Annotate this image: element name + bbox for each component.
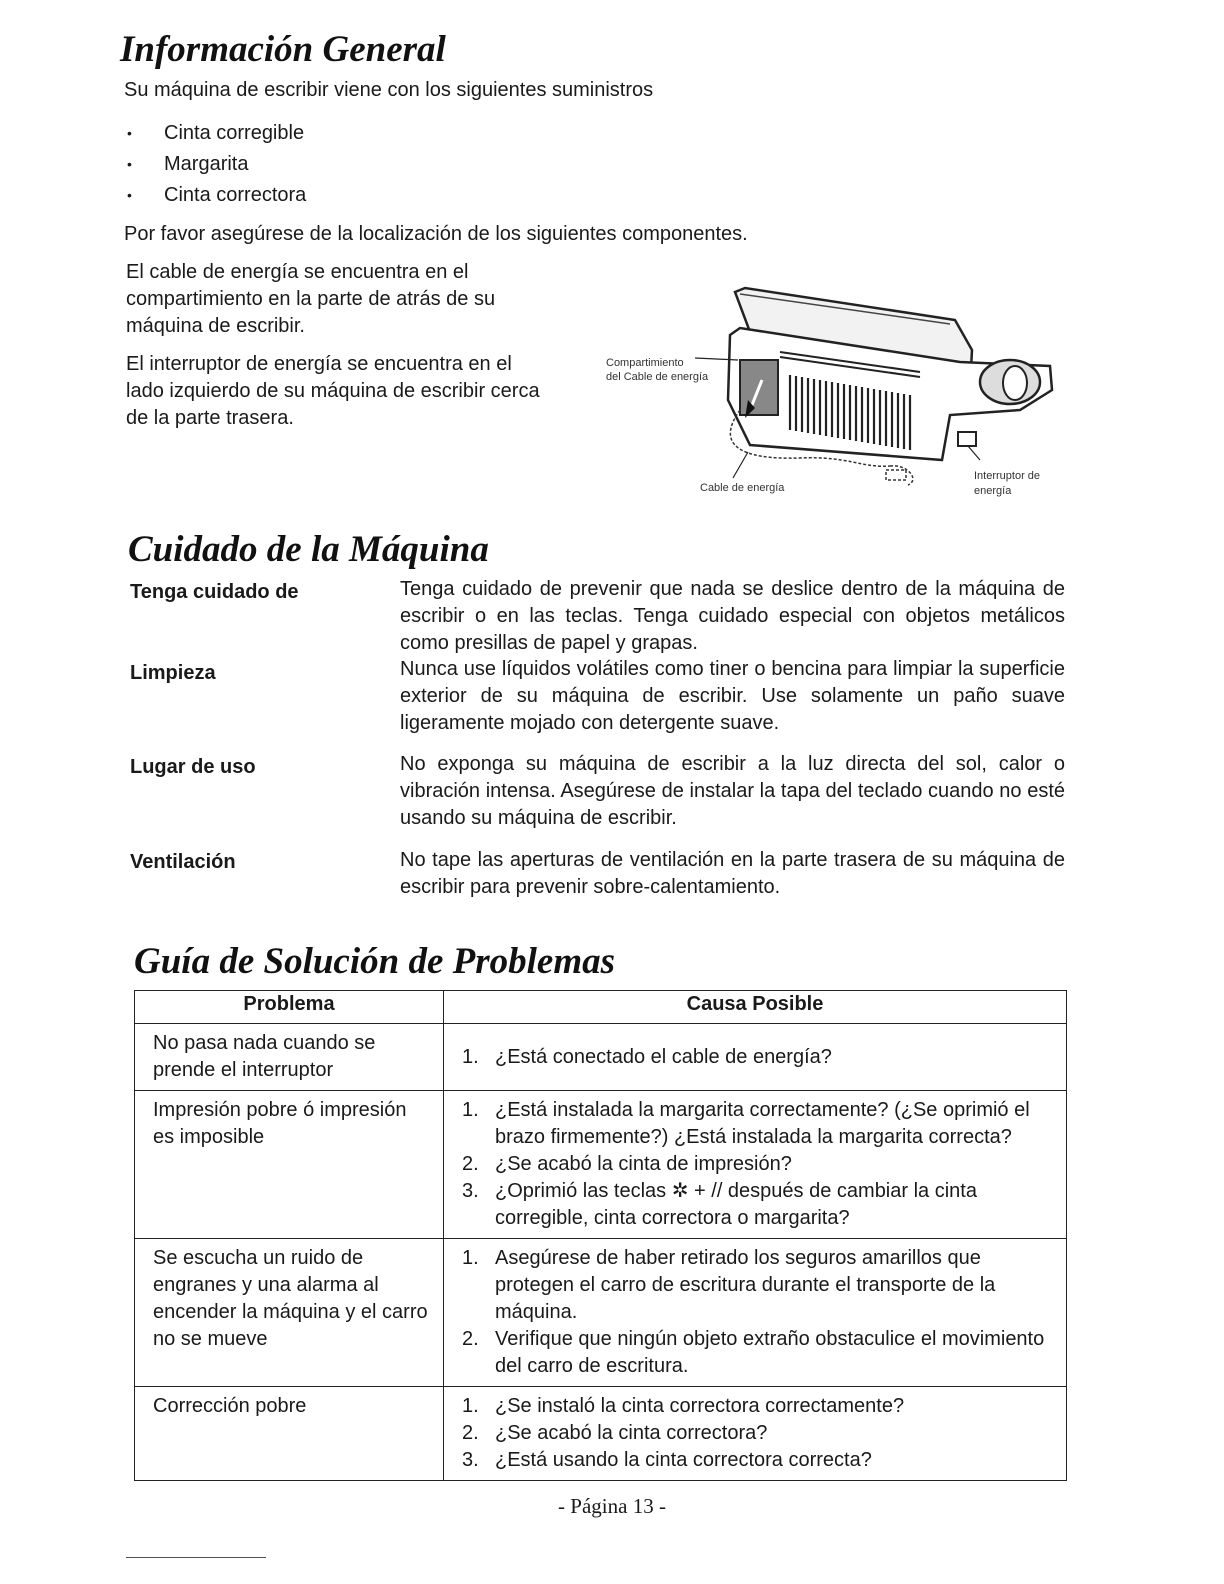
- table-header-row: [135, 991, 1067, 1024]
- col-header-problem: Problema: [135, 991, 444, 1024]
- table-row: [135, 1387, 1067, 1481]
- page-number: - Página 13 -: [558, 1494, 666, 1518]
- cause-text: ¿Está conectado el cable de energía?: [495, 1045, 832, 1068]
- care-text: No exponga su máquina de escribir a la luz directa del sol, calor o vibración intensa. Asegúrese de instalar la tapa del teclado cuando no esté usando su máquina de escribir.: [400, 753, 1065, 829]
- cause-cell: [444, 1387, 1067, 1481]
- cause-text: ¿Está usando la cinta correctora correcta?: [495, 1449, 872, 1471]
- list-item: • Cinta corregible: [124, 118, 306, 149]
- footer-rule: [126, 1557, 266, 1558]
- troubleshooting-title: Guía de Solución de Problemas: [134, 941, 616, 982]
- cause-number: 1.: [462, 1099, 479, 1121]
- diagram-label-cable: Cable de energía: [700, 482, 785, 494]
- cause-text: ¿Está instalada la margarita correctamente? (¿Se oprimió el brazo firmemente?) ¿Está instalada la margarita correcta?: [495, 1099, 1030, 1148]
- problem-cell: Impresión pobre ó impresión es imposible: [135, 1091, 444, 1239]
- cause-item: [462, 1326, 1056, 1380]
- cause-number: 3.: [462, 1180, 479, 1202]
- cause-number: 3.: [462, 1449, 479, 1471]
- care-text: Tenga cuidado de prevenir que nada se deslice dentro de la máquina de escribir o en las teclas. Tenga cuidado especial con objetos metálicos como presillas de papel y grapas.: [400, 578, 1065, 654]
- care-text: Nunca use líquidos volátiles como tiner o bencina para limpiar la superficie exterior de su máquina de escribir. Use solamente un paño suave ligeramente mojado con detergente suave.: [400, 658, 1065, 734]
- cause-cell: [444, 1024, 1067, 1091]
- cause-text: ¿Oprimió las teclas ✲ + // después de cambiar la cinta corregible, cinta correctora o margarita?: [495, 1180, 977, 1229]
- switch-location-text: El interruptor de energía se encuentra en el lado izquierdo de su máquina de escribir cerca de la parte trasera.: [126, 353, 540, 429]
- list-item: • Cinta correctora: [124, 180, 306, 211]
- general-title: Información General: [120, 29, 446, 70]
- table-row: [135, 1091, 1067, 1239]
- care-title: Cuidado de la Máquina: [128, 529, 489, 570]
- cause-item: [462, 1097, 1056, 1151]
- care-label: Tenga cuidado de: [130, 581, 299, 603]
- care-label: Ventilación: [130, 851, 236, 873]
- care-label: Limpieza: [130, 662, 216, 684]
- care-text: No tape las aperturas de ventilación en la parte trasera de su máquina de escribir para prevenir sobre-calentamiento.: [400, 849, 1065, 898]
- troubleshooting-table: [134, 990, 1067, 1481]
- components-intro: Por favor asegúrese de la localización de los siguientes componentes.: [124, 223, 748, 245]
- diagram-label-switch-2: energía: [974, 485, 1012, 497]
- typewriter-diagram: [590, 280, 1080, 505]
- cause-text: ¿Se acabó la cinta de impresión?: [495, 1153, 792, 1175]
- col-header-cause: Causa Posible: [444, 991, 1067, 1024]
- problem-cell: Se escucha un ruido de engranes y una alarma al encender la máquina y el carro no se mueve: [135, 1239, 444, 1387]
- diagram-label-compartment: Compartimiento: [606, 357, 684, 369]
- table-row: [135, 1239, 1067, 1387]
- cause-text: Asegúrese de haber retirado los seguros amarillos que protegen el carro de escritura durante el transporte de la máquina.: [495, 1247, 996, 1323]
- cause-number: 1.: [462, 1045, 479, 1068]
- cause-item: [462, 1393, 1056, 1420]
- cause-item: [462, 1447, 1056, 1474]
- care-label: Lugar de uso: [130, 756, 256, 778]
- cable-location-text: El cable de energía se encuentra en el compartimiento en la parte de atrás de su máquina de escribir.: [126, 261, 496, 337]
- supplies-list: [124, 118, 306, 211]
- cause-number: 1.: [462, 1395, 479, 1417]
- cause-number: 1.: [462, 1247, 479, 1269]
- diagram-label-compartment-2: del Cable de energía: [606, 371, 709, 383]
- cause-item: [462, 1151, 1056, 1178]
- cause-cell: [444, 1091, 1067, 1239]
- cause-item: [462, 1245, 1056, 1326]
- cause-cell: [444, 1239, 1067, 1387]
- list-item: • Margarita: [124, 149, 306, 180]
- cause-text: ¿Se acabó la cinta correctora?: [495, 1422, 768, 1444]
- cause-number: 2.: [462, 1422, 479, 1444]
- cause-number: 2.: [462, 1328, 479, 1350]
- cause-item: [462, 1178, 1056, 1232]
- problem-cell: No pasa nada cuando se prende el interruptor: [135, 1024, 444, 1091]
- cause-text: Verifique que ningún objeto extraño obstaculice el movimiento del carro de escritura.: [495, 1328, 1045, 1377]
- cause-text: ¿Se instaló la cinta correctora correctamente?: [495, 1395, 905, 1417]
- cause-item: [462, 1420, 1056, 1447]
- cause-number: 2.: [462, 1153, 479, 1175]
- general-intro: Su máquina de escribir viene con los siguientes suministros: [124, 79, 654, 101]
- cause-item: [462, 1044, 1056, 1071]
- diagram-label-switch: Interruptor de: [974, 470, 1041, 482]
- problem-cell: Corrección pobre: [135, 1387, 444, 1481]
- table-row: [135, 1024, 1067, 1091]
